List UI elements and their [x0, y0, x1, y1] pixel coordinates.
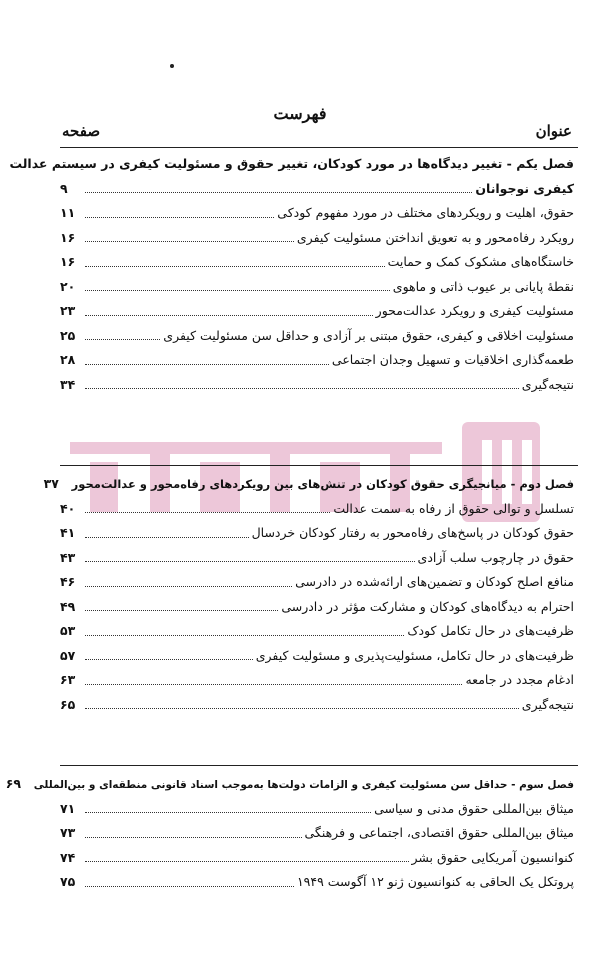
- entry-page: ۱۱: [60, 205, 76, 220]
- dot-leader: [85, 388, 519, 389]
- toc-entry-chapter: [5, 772, 574, 797]
- entry-title: ظرفیت‌های در حال تکامل، مسئولیت‌پذیری و مسئولیت کیفری: [255, 647, 574, 663]
- dot-leader: [85, 339, 160, 340]
- toc-entry: [60, 693, 574, 718]
- entry-title: منافع اصلح کودکان و تضمین‌های ارائه‌شده در دادرسی: [295, 574, 574, 589]
- entry-page: ۷۵: [60, 874, 76, 889]
- dot-leader: [85, 290, 390, 291]
- toc-entry: [60, 373, 574, 398]
- entry-title: مسئولیت اخلاقی و کیفری، حقوق مبتنی بر آزادی و حداقل سن مسئولیت کیفری: [163, 327, 574, 343]
- toc-entry: [60, 797, 574, 822]
- entry-title: رویکرد رفاه‌محور و به تعویق انداختن مسئولیت کیفری: [296, 229, 574, 245]
- divider: [60, 465, 578, 466]
- entry-title: کنوانسیون آمریکایی حقوق بشر: [411, 849, 574, 865]
- entry-page: ۵۳: [60, 623, 76, 638]
- entry-title: احترام به دیدگاه‌های کودکان و مشارکت مؤثر در دادرسی: [281, 598, 574, 614]
- toc-entry: [60, 497, 574, 522]
- toc-entry: [60, 299, 574, 324]
- dot-leader: [85, 812, 371, 813]
- entry-page: ۹: [60, 180, 68, 196]
- entry-title: خاستگاه‌های مشکوک کمک و حمایت: [387, 254, 574, 269]
- entry-title: نتیجه‌گیری: [521, 376, 574, 392]
- dot-leader: [85, 861, 409, 862]
- dot-leader: [85, 241, 294, 242]
- dot-leader: [85, 610, 278, 611]
- entry-title: نقطهٔ پایانی بر عیوب ذاتی و ماهوی: [392, 278, 574, 294]
- entry-page: ۷۱: [60, 800, 76, 816]
- toc-entry: [60, 821, 574, 846]
- toc-entry: [60, 595, 574, 620]
- dot-leader: [85, 217, 274, 218]
- entry-page: ۶۹: [5, 776, 22, 791]
- entry-title: ادغام مجدد در جامعه: [465, 672, 574, 687]
- dot-leader: [85, 266, 385, 267]
- entry-page: ۱۶: [60, 254, 76, 269]
- toc-entry: [60, 846, 574, 871]
- toc-entry: [60, 521, 574, 546]
- dot-leader: [85, 561, 415, 562]
- entry-title: فصل سوم - حداقل سن مسئولیت کیفری و الزامات دولت‌ها به‌موجب اسناد قانونی منطقه‌ای و بین‌المللی: [33, 779, 574, 791]
- entry-page: ۷۴: [60, 849, 76, 865]
- entry-title: کیفری نوجوانان: [475, 180, 574, 196]
- entry-page: ۵۷: [60, 647, 76, 663]
- ink-dot: [170, 64, 174, 68]
- entry-title: میثاق بین‌المللی حقوق مدنی و سیاسی: [374, 800, 574, 816]
- entry-page: ۷۳: [60, 825, 76, 840]
- dot-leader: [85, 708, 519, 709]
- dot-leader: [85, 512, 330, 513]
- entry-title: حقوق در چارچوب سلب آزادی: [417, 549, 574, 565]
- dot-leader: [85, 684, 462, 685]
- chapter-title-line: فصل یکم - تغییر دیدگاه‌ها در مورد کودکان، تغییر حقوق و مسئولیت کیفری در سیستم عدالت: [9, 156, 574, 171]
- entry-title: ظرفیت‌های در حال تکامل کودک: [407, 623, 574, 638]
- entry-page: ۲۸: [60, 352, 76, 367]
- toc-entry: [60, 226, 574, 251]
- entry-page: ۲۰: [60, 278, 76, 294]
- toc-entry: [60, 870, 574, 895]
- entry-page: ۶۳: [60, 672, 76, 687]
- dot-leader: [85, 364, 329, 365]
- chapter-3: [5, 772, 574, 895]
- dot-leader: [85, 837, 302, 838]
- entry-page: ۴۶: [60, 574, 76, 589]
- dot-leader: [85, 192, 472, 193]
- toc-entry: [60, 570, 574, 595]
- toc-entry: [60, 250, 574, 275]
- toc-entry: [60, 644, 574, 669]
- entry-title: طعمه‌گذاری اخلاقیات و تسهیل وجدان اجتماعی: [331, 352, 574, 367]
- toc-entry-chapter: [60, 177, 574, 202]
- toc-entry: [60, 546, 574, 571]
- entry-title: نتیجه‌گیری: [521, 696, 574, 712]
- dot-leader: [85, 315, 373, 316]
- toc-entry: [60, 324, 574, 349]
- toc-entry: [60, 348, 574, 373]
- divider: [60, 147, 578, 148]
- column-heading-page: صفحه: [62, 122, 101, 140]
- entry-page: ۲۵: [60, 327, 76, 343]
- entry-page: ۶۵: [60, 696, 76, 712]
- entry-title: تسلسل و توالی حقوق از رفاه به سمت عدالت: [333, 500, 574, 516]
- dot-leader: [85, 635, 404, 636]
- toc-entry: [60, 668, 574, 693]
- entry-title: فصل دوم - میانجیگری حقوق کودکان در تنش‌های بین رویکردهای رفاه‌محور و عدالت‌محور: [71, 477, 574, 491]
- entry-page: ۴۰: [60, 500, 76, 516]
- entry-title: پروتکل یک الحاقی به کنوانسیون ژنو ۱۲ آگوست ۱۹۴۹: [296, 874, 574, 889]
- entry-title: میثاق بین‌المللی حقوق اقتصادی، اجتماعی و فرهنگی: [304, 825, 574, 840]
- entry-page: ۴۳: [60, 549, 76, 565]
- chapter-2: [43, 472, 574, 717]
- column-heading-title: عنوان: [535, 122, 572, 140]
- entry-page: ۳۷: [43, 476, 59, 491]
- dot-leader: [85, 886, 294, 887]
- toc-entry: [60, 275, 574, 300]
- entry-title: مسئولیت کیفری و رویکرد عدالت‌محور: [375, 303, 574, 318]
- dot-leader: [85, 659, 253, 660]
- dot-leader: [85, 586, 292, 587]
- dot-leader: [85, 537, 249, 538]
- entry-page: ۲۳: [60, 303, 76, 318]
- divider: [60, 765, 578, 766]
- entry-page: ۳۴: [60, 376, 76, 392]
- entry-title: حقوق کودکان در پاسخ‌های رفاه‌محور به رفتار کودکان خردسال: [251, 525, 574, 540]
- entry-page: ۴۹: [60, 598, 76, 614]
- entry-title: حقوق، اهلیت و رویکردهای مختلف در مورد مفهوم کودکی: [277, 205, 574, 220]
- toc-entry-chapter: [43, 472, 574, 497]
- entry-page: ۱۶: [60, 229, 76, 245]
- entry-page: ۴۱: [60, 525, 76, 540]
- page-title: فهرست: [273, 104, 327, 123]
- chapter-1: [9, 152, 574, 397]
- toc-entry: [60, 619, 574, 644]
- toc-entry: [60, 201, 574, 226]
